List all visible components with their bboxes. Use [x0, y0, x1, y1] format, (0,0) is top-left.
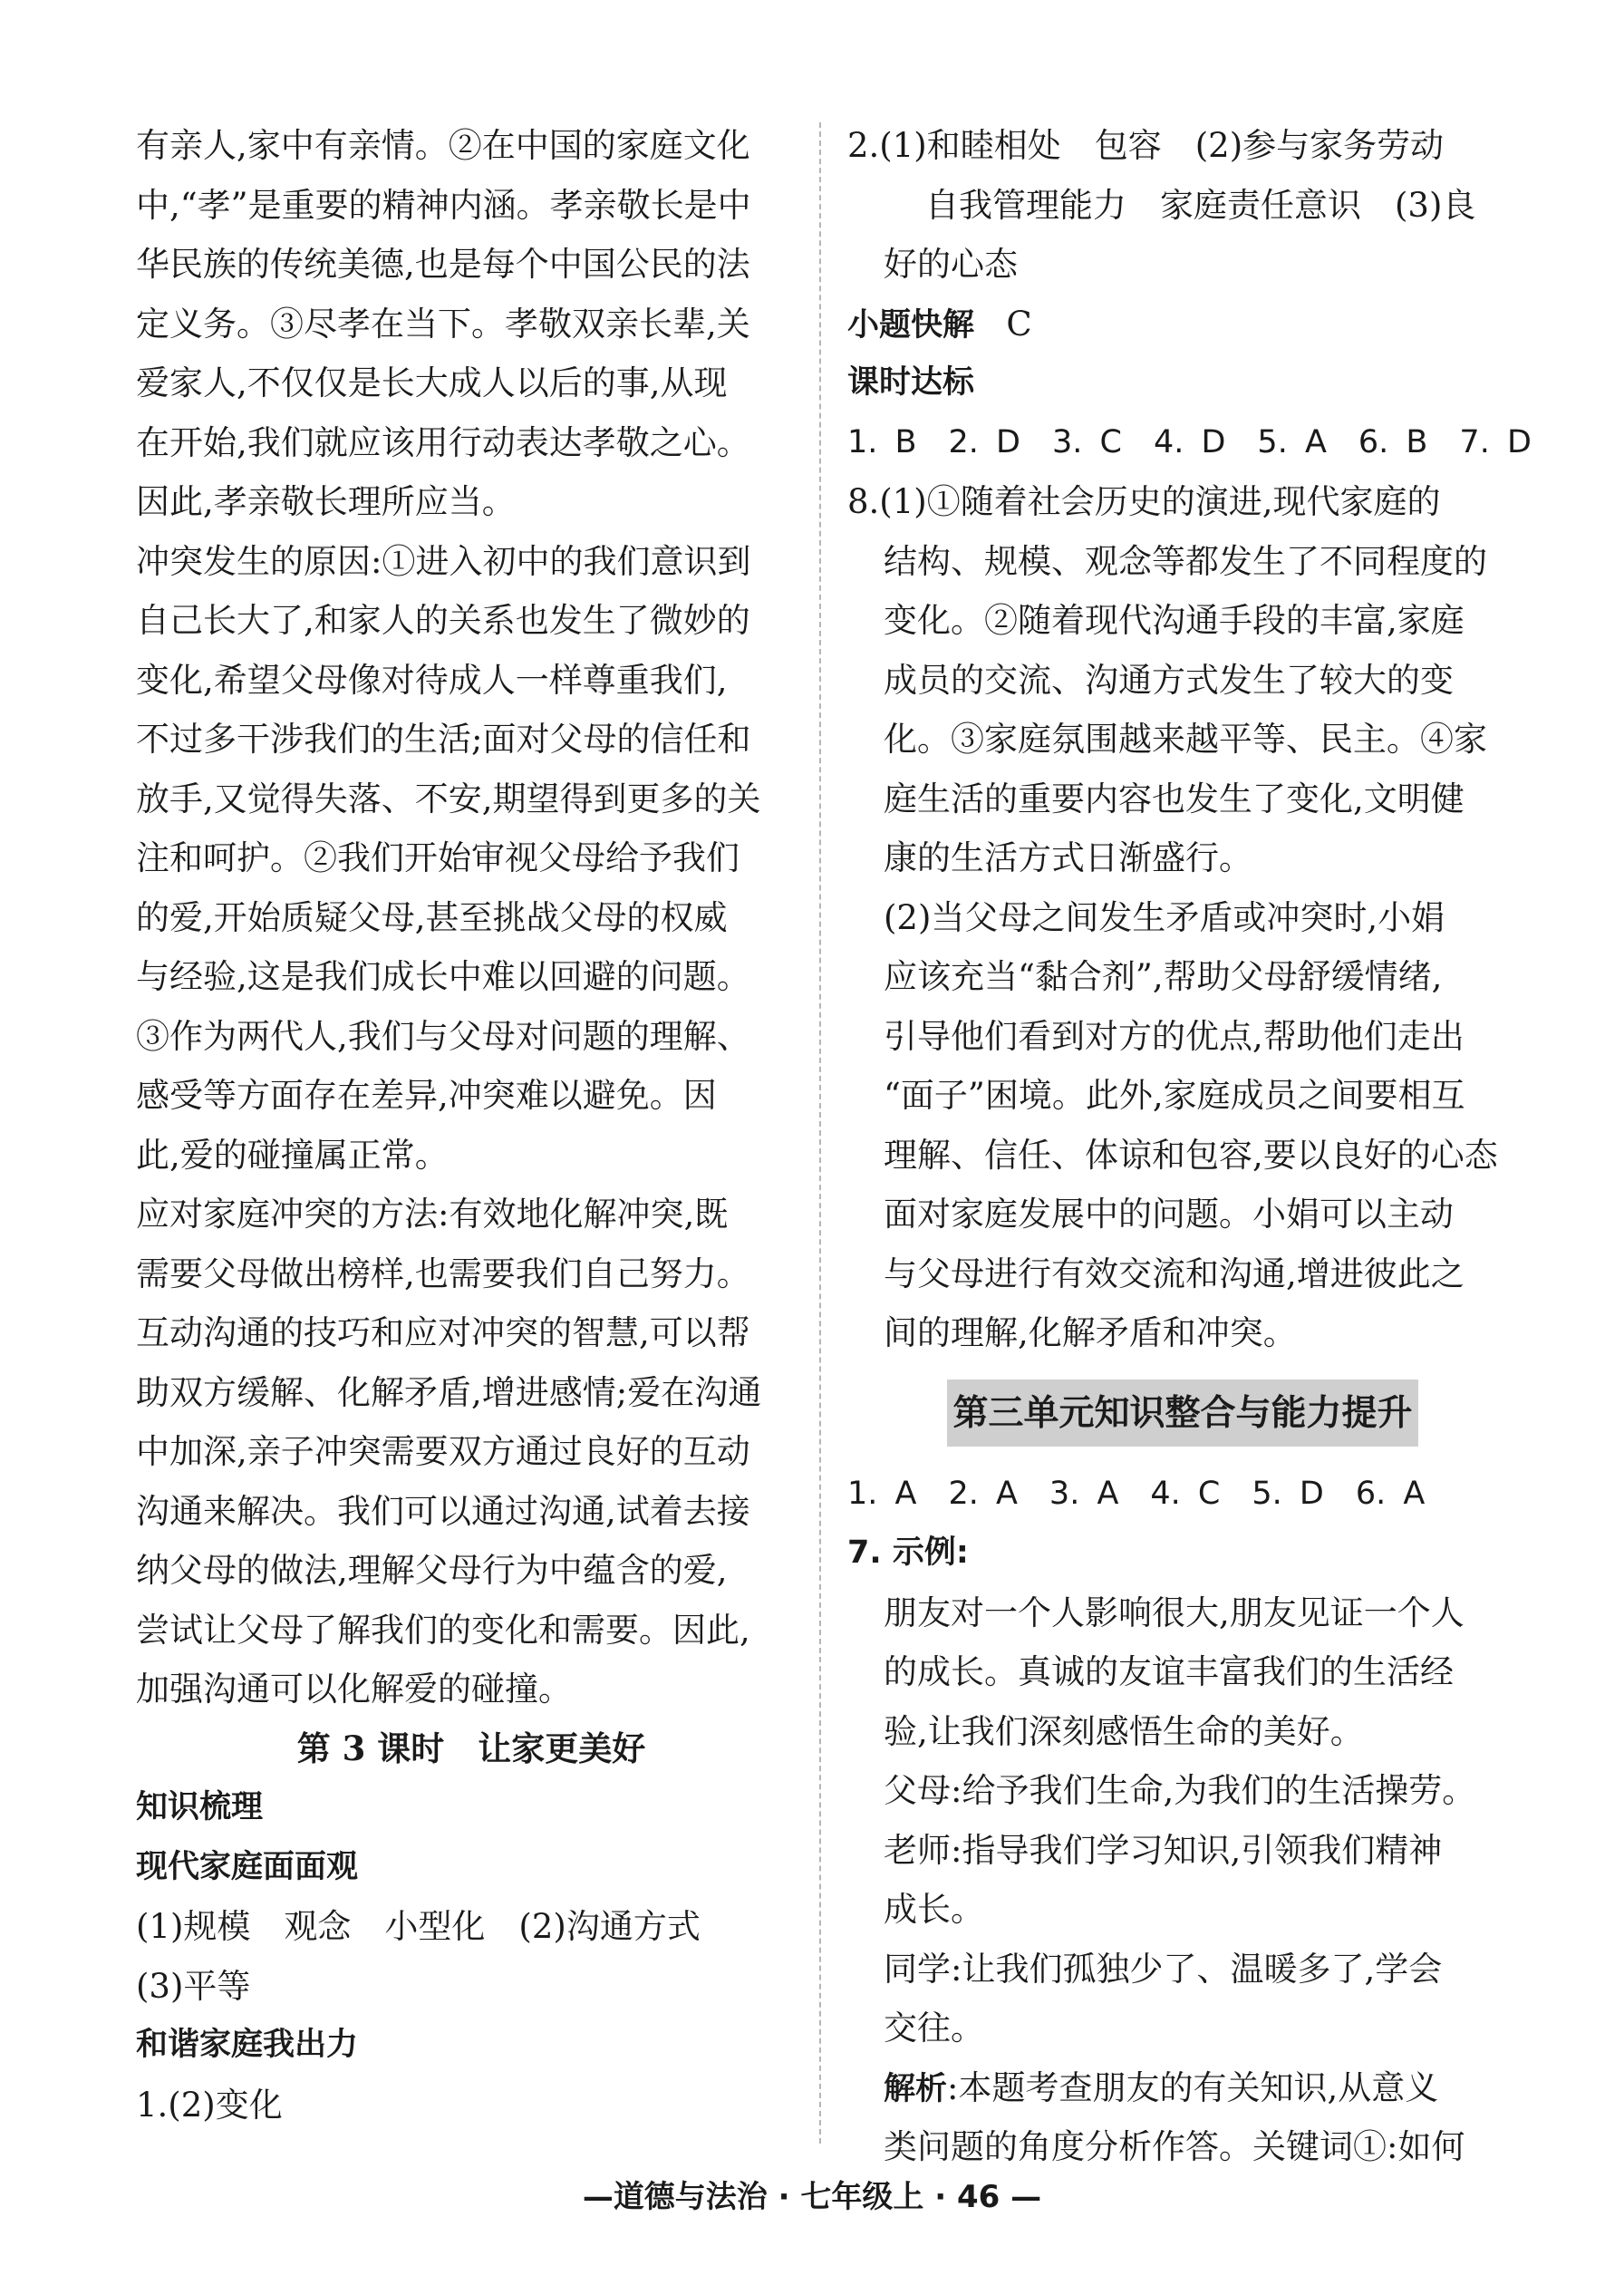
text-line: 引导他们看到对方的优点,帮助他们走出 — [884, 1016, 1464, 1056]
text-line: 成员的交流、沟通方式发生了较大的变 — [884, 660, 1454, 700]
text-line: 不过多干涉我们的生活;面对父母的信任和 — [136, 720, 751, 759]
text-line: 与父母进行有效交流和沟通,增进彼此之 — [884, 1254, 1464, 1293]
text-line: 面对家庭发展中的问题。小娟可以主动 — [884, 1195, 1454, 1234]
page-footer — [0, 2172, 1624, 2216]
lesson-title: 第 3 课时 让家更美好 — [296, 1728, 646, 1768]
text-line: 放手,又觉得失落、不安,期望得到更多的关 — [136, 779, 761, 818]
text-line: 理解、信任、体谅和包容,要以良好的心态 — [884, 1135, 1498, 1175]
text-line: 变化。②随着现代沟通手段的丰富,家庭 — [884, 601, 1464, 640]
answer-line: 2.(1)和睦相处 包容 (2)参与家务劳动 — [847, 126, 1445, 165]
question-label: 7. 示例: — [847, 1534, 969, 1571]
section-heading: 课时达标 — [847, 364, 975, 401]
text-line: 父母:给予我们生命,为我们的生活操劳。 — [884, 1771, 1476, 1810]
section-heading: 现代家庭面面观 — [136, 1848, 359, 1885]
text-line: 有亲人,家中有亲情。②在中国的家庭文化 — [136, 126, 750, 165]
text-line: 因此,孝亲敬长理所应当。 — [136, 482, 516, 521]
text-line: 注和呵护。②我们开始审视父母给予我们 — [136, 838, 740, 877]
text-line: 爱家人,不仅仅是长大成人以后的事,从现 — [136, 363, 728, 402]
text-line: 老师:指导我们学习知识,引领我们精神 — [884, 1830, 1443, 1870]
text-line: 验,让我们深刻感悟生命的美好。 — [884, 1711, 1364, 1751]
text-line: 间的理解,化解矛盾和冲突。 — [884, 1313, 1297, 1352]
text-line: 此,爱的碰撞属正常。 — [136, 1135, 449, 1175]
text-line: 自己长大了,和家人的关系也发生了微妙的 — [136, 601, 750, 640]
text-line: 沟通来解决。我们可以通过沟通,试着去接 — [136, 1491, 750, 1531]
text-line: 变化,希望父母像对待成人一样尊重我们, — [136, 660, 728, 700]
text-line: 应该充当“黏合剂”,帮助父母舒缓情绪, — [884, 957, 1443, 996]
footer-subject: —道德与法治 · 七年级上 · — [582, 2179, 957, 2215]
text-line: 中,“孝”是重要的精神内涵。孝亲敬长是中 — [136, 185, 751, 225]
text-line: (2)当父母之间发生矛盾或冲突时,小娟 — [884, 897, 1445, 937]
text-line: ③作为两代人,我们与父母对问题的理解、 — [136, 1016, 750, 1056]
text-line: 尝试让父母了解我们的变化和需要。因此, — [136, 1610, 750, 1650]
text-line: 加强沟通可以化解爱的碰撞。 — [136, 1670, 572, 1709]
section-heading: 和谐家庭我出力 — [136, 2027, 359, 2063]
section-heading: 小题快解 — [847, 306, 975, 344]
text-line: 康的生活方式日渐盛行。 — [884, 838, 1252, 877]
text-line: 结构、规模、观念等都发生了不同程度的 — [884, 541, 1487, 581]
section-heading: 知识梳理 — [136, 1789, 264, 1825]
text-line: 成长。 — [884, 1890, 984, 1929]
text-line: “面子”困境。此外,家庭成员之间要相互 — [884, 1076, 1465, 1115]
text-line: 需要父母做出榜样,也需要我们自己努力。 — [136, 1254, 750, 1293]
column-divider — [819, 122, 821, 2144]
text-line: 冲突发生的原因:①进入初中的我们意识到 — [136, 541, 751, 581]
footer-end: — — [1000, 2179, 1042, 2215]
text-line: 中加深,亲子冲突需要双方通过良好的互动 — [136, 1432, 750, 1471]
quick-answer: C — [1006, 304, 1032, 344]
text-line: 应对家庭冲突的方法:有效地化解冲突,既 — [136, 1195, 729, 1234]
text-line: 朋友对一个人影响很大,朋友见证一个人 — [884, 1592, 1464, 1632]
text-line: 同学:让我们孤独少了、温暖多了,学会 — [884, 1949, 1443, 1989]
answer-line: 1.(2)变化 — [136, 2085, 283, 2125]
text-line: 助双方缓解、化解矛盾,增进感情;爱在沟通 — [136, 1372, 762, 1412]
analysis-line: 类问题的角度分析作答。关键词①:如何 — [884, 2127, 1465, 2166]
text-line: 互动沟通的技巧和应对冲突的智慧,可以帮 — [136, 1313, 750, 1352]
text-line: 纳父母的做法,理解父母行为中蕴含的爱, — [136, 1551, 728, 1590]
text-line: 华民族的传统美德,也是每个中国公民的法 — [136, 245, 750, 284]
mc-answers: 1. A 2. A 3. A 4. C 5. D 6. A — [847, 1475, 1426, 1512]
analysis-text: :本题考查朋友的有关知识,从意义 — [947, 2067, 1439, 2107]
text-line: 与经验,这是我们成长中难以回避的问题。 — [136, 957, 750, 996]
text-line: 8.(1)①随着社会历史的演进,现代家庭的 — [847, 482, 1441, 521]
text-line: 庭生活的重要内容也发生了变化,文明健 — [884, 779, 1464, 818]
analysis-label: 解析 — [884, 2070, 948, 2107]
page-number: 46 — [957, 2179, 1000, 2215]
mc-answers: 1. B 2. D 3. C 4. D 5. A 6. B 7. D — [847, 423, 1532, 460]
text-line: 的爱,开始质疑父母,甚至挑战父母的权威 — [136, 897, 728, 937]
answer-line: (1)规模 观念 小型化 (2)沟通方式 — [136, 1907, 701, 1946]
unit-title-banner: 第三单元知识整合与能力提升 — [947, 1380, 1418, 1447]
text-line: 交往。 — [884, 2009, 984, 2048]
answer-line: (3)平等 — [136, 1966, 251, 2006]
text-line: 定义务。③尽孝在当下。孝敬双亲长辈,关 — [136, 304, 750, 344]
right-column — [847, 116, 1532, 2177]
text-line: 化。③家庭氛围越来越平等、民主。④家 — [884, 720, 1487, 759]
left-column — [136, 116, 807, 2135]
analysis-line — [847, 2058, 1518, 2118]
answer-line: 自我管理能力 家庭责任意识 (3)良 — [925, 185, 1476, 225]
text-line: 感受等方面存在差异,冲突难以避免。因 — [136, 1076, 717, 1115]
quick-answer-row — [847, 295, 1518, 354]
answer-line: 好的心态 — [884, 245, 1018, 284]
text-line: 的成长。真诚的友谊丰富我们的生活经 — [884, 1652, 1454, 1691]
text-line: 在开始,我们就应该用行动表达孝敬之心。 — [136, 422, 750, 462]
